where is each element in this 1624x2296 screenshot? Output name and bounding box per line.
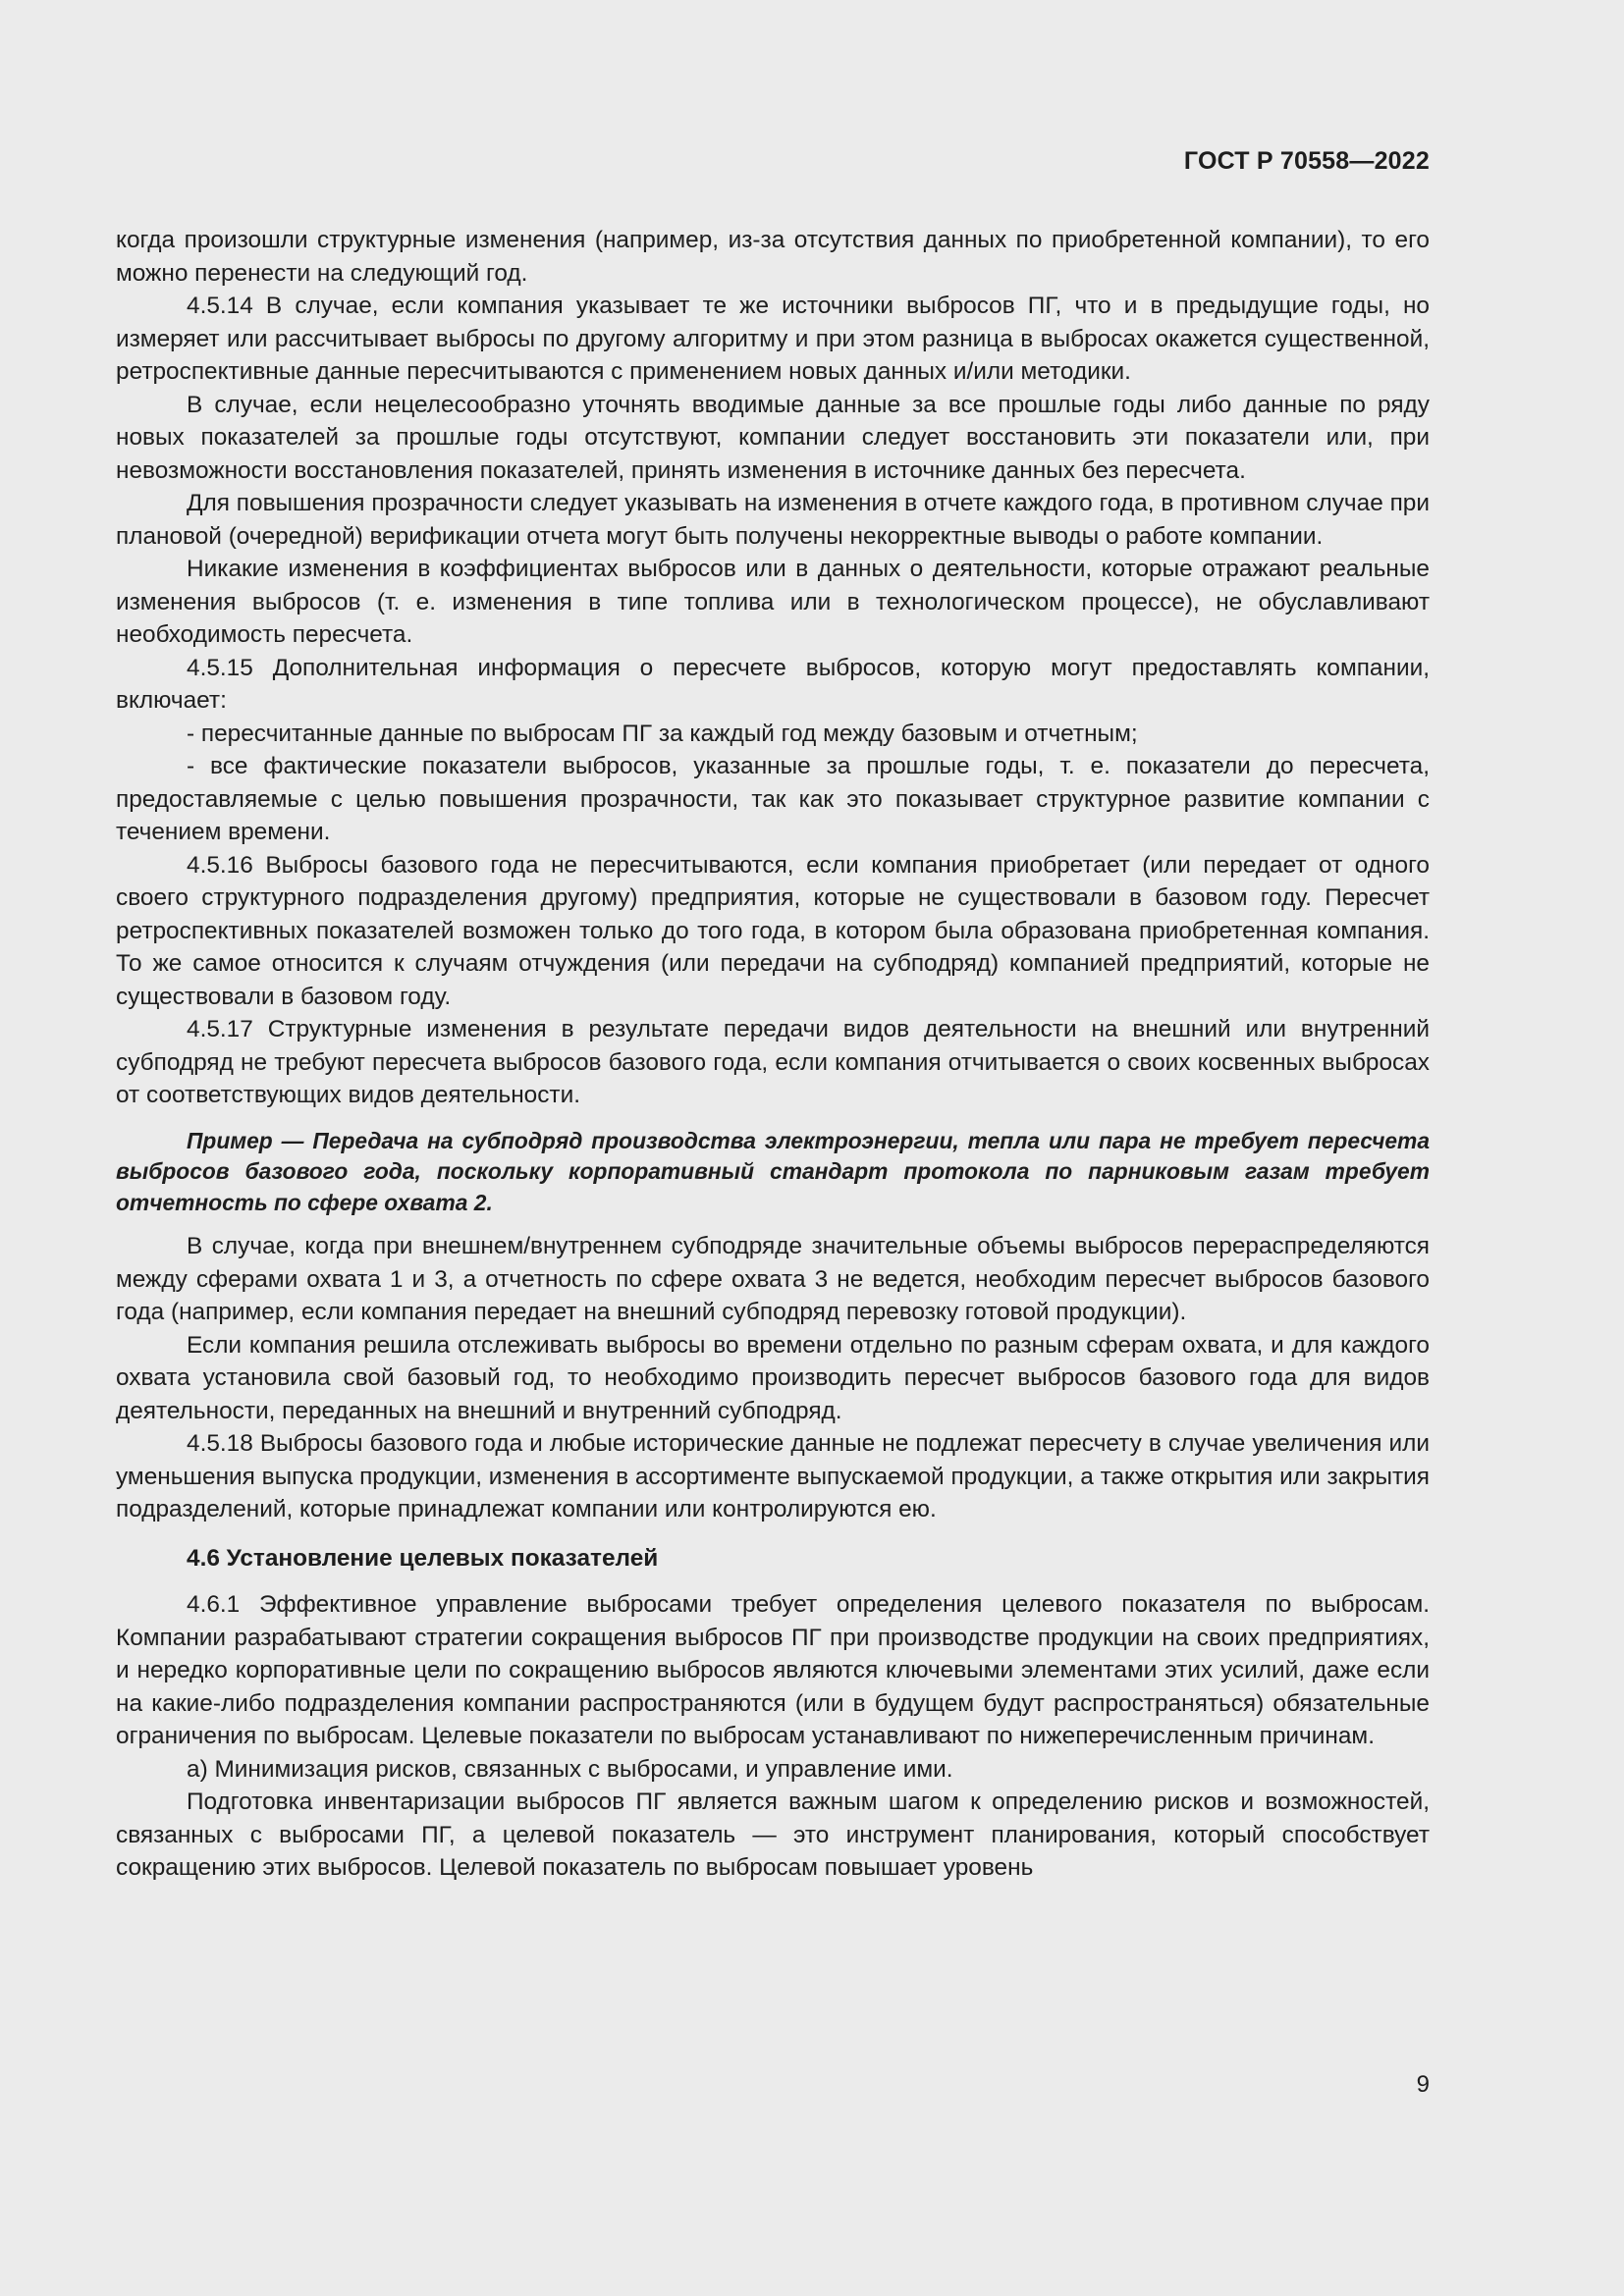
document-standard-number: ГОСТ Р 70558—2022 <box>1183 147 1430 175</box>
paragraph: Для повышения прозрачности следует указывать на изменения в отчете каждого года, в противном случае при плановой (очередной) верификации отчета могут быть получены некорректные выводы о работе компании. <box>116 490 1430 550</box>
paragraph-4-5-18: 4.5.18 Выбросы базового года и любые исторические данные не подлежат пересчету в случае увеличения или уменьшения выпуска продукции, изменения в ассортименте выпускаемой продукции, а также открытия или закрытия подразделений, которые принадлежат компании или контролируются ею. <box>116 1430 1430 1522</box>
paragraph-4-5-14: 4.5.14 В случае, если компания указывает те же источники выбросов ПГ, что и в предыдущие годы, но измеряет или рассчитывает выбросы по другому алгоритму и при этом разница в выбросах окажется существенной, ретроспективные данные пересчитываются с применением новых данных и/или методики. <box>116 293 1430 385</box>
paragraph-4-5-15: 4.5.15 Дополнительная информация о пересчете выбросов, которую могут предоставлять компании, включает: <box>116 654 1430 714</box>
page-number: 9 <box>1416 2071 1430 2098</box>
paragraph-4-5-16: 4.5.16 Выбросы базового года не пересчитываются, если компания приобретает (или передает от одного своего структурного подразделения другому) предприятия, которые не существовали в базовом году. Пересчет ретроспективных показателей возможен только до того года, в котором была образована приобретенная компания. То же самое относится к случаям отчуждения (или передачи на субподряд) компанией предприятий, которые не существовали в базовом году. <box>116 851 1430 1010</box>
list-item: - пересчитанные данные по выбросам ПГ за каждый год между базовым и отчетным; <box>187 720 1138 747</box>
paragraph: Подготовка инвентаризации выбросов ПГ является важным шагом к определению рисков и возможностей, связанных с выбросами ПГ, а целевой показатель — это инструмент планирования, который способствует сокращению этих выбросов. Целевой показатель по выбросам повышает уровень <box>116 1789 1430 1881</box>
paragraph: Никакие изменения в коэффициентах выбросов или в данных о деятельности, которые отражают реальные изменения выбросов (т. е. изменения в типе топлива или в технологическом процессе), не обуславливают необходимость пересчета. <box>116 556 1430 648</box>
section-heading: 4.6 Установление целевых показателей <box>187 1544 659 1572</box>
paragraph-4-6-1: 4.6.1 Эффективное управление выбросами требует определения целевого показателя по выбросам. Компании разрабатывают стратегии сокращения выбросов ПГ при производстве продукции на своих предприятиях, и нередко корпоративные цели по сокращению выбросов являются ключевыми элементами этих усилий, даже если на какие-либо подразделения компании распространяются (или в будущем будут распространяться) обязательные ограничения по выбросам. Целевые показатели по выбросам устанавливают по нижеперечисленным причинам. <box>116 1591 1430 1749</box>
paragraph: Если компания решила отслеживать выбросы во времени отдельно по разным сферам охвата, и для каждого охвата установила свой базовый год, то необходимо производить пересчет выбросов базового года для видов деятельности, переданных на внешний и внутренний субподряд. <box>116 1331 1430 1424</box>
example-note: Пример — Передача на субподряд производства электроэнергии, тепла или пара не требует пересчета выбросов базового года, поскольку корпоративный стандарт протокола по парниковым газам требует отчетность по сфере охвата 2. <box>116 1127 1430 1215</box>
paragraph: В случае, если нецелесообразно уточнять вводимые данные за все прошлые годы либо данные по ряду новых показателей за прошлые годы отсутствуют, компании следует восстановить эти показатели или, при невозможности восстановления показателей, принять изменения в источнике данных без пересчета. <box>116 391 1430 484</box>
list-item: - все фактические показатели выбросов, указанные за прошлые годы, т. е. показатели до пересчета, предоставляемые с целью повышения прозрачности, так как это показывает структурное развитие компании с течением времени. <box>116 753 1430 845</box>
paragraph-4-5-17: 4.5.17 Структурные изменения в результате передачи видов деятельности на внешний или внутренний субподряд не требуют пересчета выбросов базового года, если компания отчитывается о своих косвенных выбросах от соответствующих видов деятельности. <box>116 1016 1430 1108</box>
document-body <box>116 224 1430 1885</box>
list-item: а) Минимизация рисков, связанных с выбросами, и управление ими. <box>187 1755 953 1783</box>
paragraph: когда произошли структурные изменения (например, из-за отсутствия данных по приобретенной компании), то его можно перенести на следующий год. <box>116 227 1430 287</box>
paragraph: В случае, когда при внешнем/внутреннем субподряде значительные объемы выбросов перераспределяются между сферами охвата 1 и 3, а отчетность по сфере охвата 3 не ведется, необходим пересчет выбросов базового года (например, если компания передает на внешний субподряд перевозку готовой продукции). <box>116 1233 1430 1325</box>
